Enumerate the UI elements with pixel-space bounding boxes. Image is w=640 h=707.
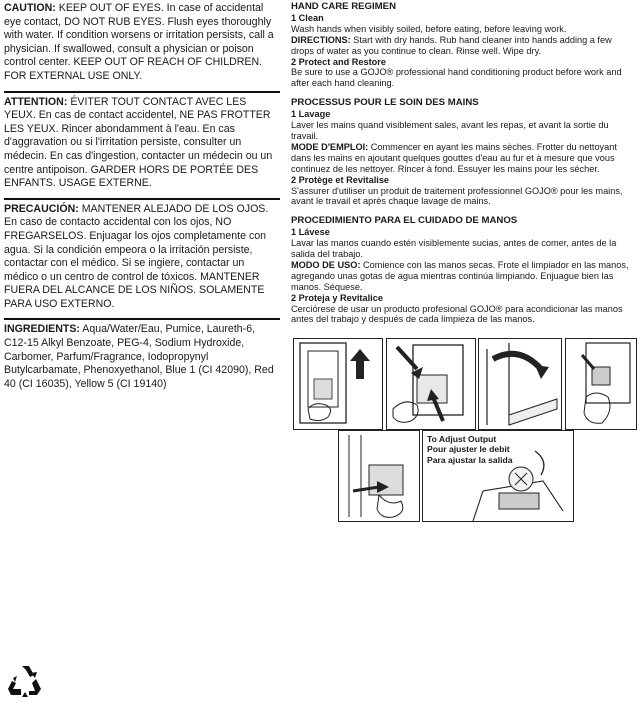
regimen-column (291, 2, 631, 334)
dispense-drawing (566, 339, 636, 429)
regimen-en (291, 2, 631, 89)
regimen-es (291, 216, 631, 325)
illustration-dispense (565, 338, 637, 430)
regimen-es-step2-text: Cerciórese de usar un producto profesional GOJO® para acondicionar las manos antes del trabajo y después de cada limpieza de las manos. (291, 303, 623, 325)
regimen-fr-directions (291, 142, 631, 175)
insert-refill-drawing (387, 339, 475, 429)
illustration-open-dispenser (293, 338, 383, 430)
regimen-en-step1-text: Wash hands when visibly soiled, before eating, before leaving work. (291, 23, 567, 34)
regimen-fr-step2: 2 Protège et Revitalise (291, 174, 390, 185)
caution-section (4, 0, 280, 91)
regimen-en-step2: 2 Protect and Restore (291, 56, 386, 67)
ingredients-text: Aqua/Water/Eau, Pumice, Laureth-6, C12-15 Alkyl Benzoate, PEG-4, Sodium Hydroxide, Carbomer, Parfum/Fragrance, Iodopropynyl Butylcarbamate, Phenoxyethanol, Blue 1 (CI 42090), Red 40 (CI 16035), Yellow 5 (CI 19140) (4, 323, 274, 390)
attention-text: ÉVITER TOUT CONTACT AVEC LES YEUX. En cas de contact accidentel, NE PAS FROTTER LES YEUX. Rincer abondamment à l'eau. En cas d'aggravation ou si l'irritation persiste, consulter un médecin. En cas d'ingestion, contacter un médecin ou un centre antipoison. GARDER HORS DE PORTÉE DES ENFANTS. USAGE EXTERNE. (4, 95, 273, 190)
regimen-en-directions (291, 35, 631, 57)
open-dispenser-drawing (294, 339, 382, 429)
regimen-fr-step1: 1 Lavage (291, 109, 331, 120)
caution-text: KEEP OUT OF EYES. In case of accidental eye contact, DO NOT RUB EYES. Flush eyes thoroughly with water. If condition worsens or irritation persists, call a physician. If swallowed, consult a physician or poison control center. KEEP OUT OF REACH OF CHILDREN. FOR EXTERNAL USE ONLY. (4, 2, 274, 82)
regimen-fr-directions-text: Commencer en ayant les mains sèches. Frotter du nettoyant dans les mains en ajoutant quelques gouttes d'eau au fur et à mesure que vous continuez de les nettoyer. Rincer à fond. Essuyer les mains pour les sécher. (291, 141, 617, 174)
regimen-en-heading: HAND CARE REGIMEN (291, 1, 397, 12)
attention-section (4, 91, 280, 198)
regimen-fr-heading: PROCESSUS POUR LE SOIN DES MAINS (291, 97, 479, 109)
illustration-close-cover (478, 338, 562, 430)
ingredients-section (4, 318, 280, 398)
caution-title: CAUTION: (4, 2, 56, 14)
regimen-es-heading: PROCEDIMIENTO PARA EL CUIDADO DE MANOS (291, 215, 518, 227)
adjust-output-es: Para ajustar la salida (427, 454, 513, 465)
precaucion-title: PRECAUCIÓN: (4, 202, 79, 215)
close-cover-drawing (479, 339, 561, 429)
regimen-fr-step2-text: S'assurer d'utiliser un produit de traitement professionnel GOJO® pour les mains, avant le travail et après chaque lavage de mains. (291, 185, 623, 207)
illustration-insert-refill (386, 338, 476, 430)
adjust-output-fr: Pour ajuster le debit (427, 444, 510, 455)
regimen-es-step1: 1 Lávese (291, 227, 330, 238)
ingredients-title: INGREDIENTS: (4, 323, 80, 336)
attention-title: ATTENTION: (4, 95, 68, 108)
regimen-fr-step1-text: Laver les mains quand visiblement sales, avant les repas, et avant la sortie du travail. (291, 120, 609, 141)
adjust-output-en: To Adjust Output (427, 434, 497, 444)
regimen-es-directions-text: Comience con las manos secas. Frote el limpiador en las manos, agregando unas gotas de agua mientras continúa limpiando. Enjuague bien las manos. Séquese. (291, 259, 629, 292)
warnings-column (4, 0, 280, 398)
recycle-icon (5, 662, 45, 702)
regimen-fr (291, 98, 631, 207)
regimen-en-directions-text: Start with dry hands. Rub hand cleaner into hands adding a few drops of water as you continue to clean. Rinse well. Wipe dry. (291, 34, 612, 56)
regimen-en-step1: 1 Clean (291, 12, 324, 23)
adjust-output-label (427, 434, 513, 465)
regimen-es-step1-text: Lavar las manos cuando estén visiblemente sucias, antes de comer, antes de la salida del trabajo. (291, 238, 617, 260)
regimen-es-step2: 2 Proteja y Revitalice (291, 292, 383, 303)
regimen-en-directions-label: DIRECTIONS: (291, 34, 351, 45)
regimen-es-directions-label: MODO DE USO: (291, 259, 361, 270)
precaucion-section (4, 198, 280, 319)
regimen-fr-directions-label: MODE D'EMPLOI: (291, 141, 369, 152)
regimen-es-directions (291, 260, 631, 293)
adjust-cartridge-drawing (339, 431, 419, 521)
illustration-adjust-cartridge (338, 430, 420, 522)
precaucion-text: MANTENER ALEJADO DE LOS OJOS. En caso de contacto accidental con los ojos, NO FREGARSELOS. Enjuagar los ojos completamente con agua. Si la condición empeora o la irritación persiste, contactar con el médico. Si se ingiere, contactar un médico o un centro de control de tóxicos. MANTENER FUERA DEL ALCANCE DE LOS NIÑOS. SOLAMENTE PARA USO EXTERNO. (4, 202, 269, 310)
regimen-en-step2-text: Be sure to use a GOJO® professional hand conditioning product before work and after each hand cleaning. (291, 67, 622, 89)
